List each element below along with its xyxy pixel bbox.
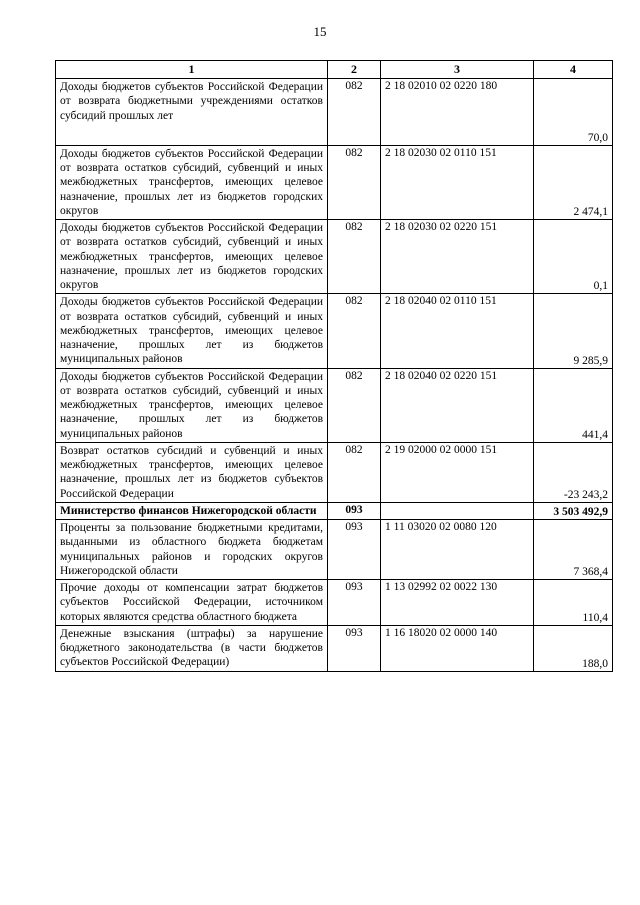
table-row — [56, 220, 613, 294]
row-amount: 110,4 — [534, 580, 613, 626]
row-admin-code: 082 — [328, 368, 381, 442]
row-admin-code: 082 — [328, 79, 381, 146]
row-name: Доходы бюджетов субъектов Российской Федерации от возврата остатков субсидий, субвенций и иных межбюджетных трансфертов, имеющих целевое назначение, прошлых лет из бюджетов городских округов — [56, 220, 328, 294]
row-amount: 188,0 — [534, 625, 613, 671]
table-header-row — [56, 61, 613, 79]
table-row — [56, 442, 613, 502]
row-name: Доходы бюджетов субъектов Российской Федерации от возврата бюджетными учреждениями остатков субсидий прошлых лет — [56, 79, 328, 146]
row-amount: 9 285,9 — [534, 294, 613, 368]
row-amount: 3 503 492,9 — [534, 502, 613, 519]
row-amount: 2 474,1 — [534, 145, 613, 219]
row-kbk-code: 2 18 02040 02 0220 151 — [381, 368, 534, 442]
row-amount: 70,0 — [534, 79, 613, 146]
row-name: Доходы бюджетов субъектов Российской Федерации от возврата остатков субсидий, субвенций и иных межбюджетных трансфертов, имеющих целевое назначение, прошлых лет из бюджетов муниципальных районов — [56, 368, 328, 442]
row-name: Прочие доходы от компенсации затрат бюджетов субъектов Российской Федерации, источником которых являются средства областного бюджета — [56, 580, 328, 626]
row-admin-code: 093 — [328, 502, 381, 519]
row-admin-code: 082 — [328, 294, 381, 368]
column-header-3: 3 — [381, 61, 534, 79]
column-header-1: 1 — [56, 61, 328, 79]
table-row — [56, 368, 613, 442]
row-name: Доходы бюджетов субъектов Российской Федерации от возврата остатков субсидий, субвенций и иных межбюджетных трансфертов, имеющих целевое назначение, прошлых лет из бюджетов городских округов — [56, 145, 328, 219]
row-name: Проценты за пользование бюджетными кредитами, выданными из областного бюджета бюджетам муниципальных районов и городских округов Нижегородской области — [56, 520, 328, 580]
column-header-2: 2 — [328, 61, 381, 79]
row-admin-code: 093 — [328, 625, 381, 671]
row-kbk-code: 2 18 02030 02 0110 151 — [381, 145, 534, 219]
row-name: Денежные взыскания (штрафы) за нарушение бюджетного законодательства (в части бюджетов субъектов Российской Федерации) — [56, 625, 328, 671]
row-kbk-code: 1 11 03020 02 0080 120 — [381, 520, 534, 580]
table-row — [56, 294, 613, 368]
table-row — [56, 145, 613, 219]
row-admin-code: 082 — [328, 220, 381, 294]
row-amount: 0,1 — [534, 220, 613, 294]
row-amount: 441,4 — [534, 368, 613, 442]
row-name: Доходы бюджетов субъектов Российской Федерации от возврата остатков субсидий, субвенций и иных межбюджетных трансфертов, имеющих целевое назначение, прошлых лет из бюджетов муниципальных районов — [56, 294, 328, 368]
table-row — [56, 520, 613, 580]
row-name: Возврат остатков субсидий и субвенций и иных межбюджетных трансфертов, имеющих целевое назначение, прошлых лет из бюджетов субъектов Российской Федерации — [56, 442, 328, 502]
table-row — [56, 625, 613, 671]
row-kbk-code: 2 18 02030 02 0220 151 — [381, 220, 534, 294]
row-admin-code: 082 — [328, 442, 381, 502]
row-amount: 7 368,4 — [534, 520, 613, 580]
column-header-4: 4 — [534, 61, 613, 79]
row-kbk-code: 2 18 02040 02 0110 151 — [381, 294, 534, 368]
row-name: Министерство финансов Нижегородской области — [56, 502, 328, 519]
table-row — [56, 79, 613, 146]
row-kbk-code: 1 13 02992 02 0022 130 — [381, 580, 534, 626]
row-amount: -23 243,2 — [534, 442, 613, 502]
budget-table — [55, 60, 613, 672]
row-admin-code: 082 — [328, 145, 381, 219]
row-admin-code: 093 — [328, 580, 381, 626]
table-row-ministry — [56, 502, 613, 519]
row-kbk-code — [381, 502, 534, 519]
page-number: 15 — [313, 24, 327, 39]
row-kbk-code: 2 18 02010 02 0220 180 — [381, 79, 534, 146]
row-admin-code: 093 — [328, 520, 381, 580]
row-kbk-code: 2 19 02000 02 0000 151 — [381, 442, 534, 502]
table-row — [56, 580, 613, 626]
row-kbk-code: 1 16 18020 02 0000 140 — [381, 625, 534, 671]
